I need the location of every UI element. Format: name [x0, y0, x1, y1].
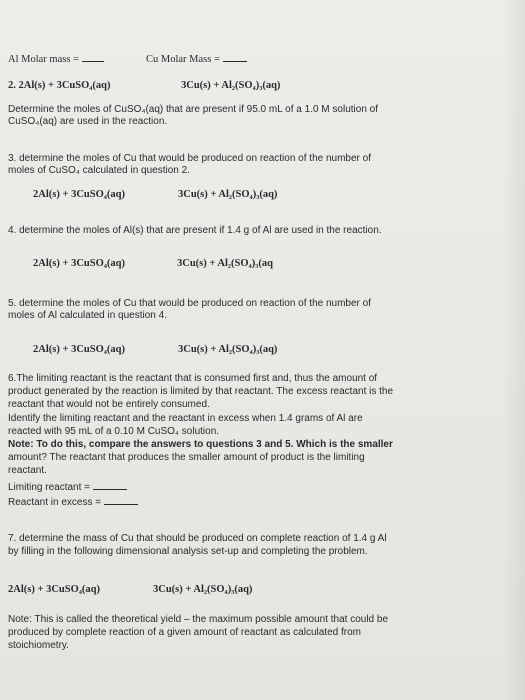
q2-equation-reactants: 2. 2Al(s) + 3CuSO₄(aq): [8, 80, 111, 91]
q6-text-line2: product generated by the reaction is limited by that reactant. The excess reactant is the: [8, 386, 394, 397]
q3-text-line1: 3. determine the moles of Cu that would be produced on reaction of the number of: [8, 153, 371, 164]
excess-reactant-label: [8, 495, 138, 509]
q7-note-line3: stoichiometry.: [8, 640, 69, 651]
limiting-reactant-label: [8, 480, 127, 494]
q7-text-line2: by filling in the following dimensional analysis set-up and completing the problem.: [8, 546, 368, 557]
q7-text-line1: 7. determine the mass of Cu that should be produced on complete reaction of 1.4 g Al: [8, 533, 387, 544]
al-molar-mass-blank[interactable]: [82, 52, 104, 62]
q6-text-line5: reacted with 95 mL of a 0.10 M CuSO₄ solution.: [8, 426, 220, 437]
q6-text-line4: Identify the limiting reactant and the reactant in excess when 1.4 grams of Al are: [8, 413, 363, 424]
q3-equation-products: 3Cu(s) + Al₂(SO₄)₃(aq): [178, 189, 278, 200]
q6-note-line3: reactant.: [8, 465, 47, 476]
al-molar-mass-label: [8, 52, 104, 65]
page-shadow: [503, 0, 525, 700]
q6-text-line3: reactant that would not be entirely consumed.: [8, 399, 210, 410]
q6-note-line1: Note: To do this, compare the answers to questions 3 and 5. Which is the smaller: [8, 439, 393, 450]
q2-text-line1: Determine the moles of CuSO₄(aq) that are present if 95.0 mL of a 1.0 M solution of: [8, 104, 379, 115]
cu-molar-mass-blank[interactable]: [223, 52, 247, 62]
excess-reactant-blank[interactable]: [104, 495, 138, 505]
q7-equation-reactants: 2Al(s) + 3CuSO₄(aq): [8, 584, 100, 595]
q6-text-line1: 6.The limiting reactant is the reactant that is consumed first and, thus the amount of: [8, 373, 378, 384]
limiting-reactant-text: Limiting reactant =: [8, 482, 90, 493]
excess-reactant-text: Reactant in excess =: [8, 497, 102, 508]
q5-text-line1: 5. determine the moles of Cu that would be produced on reaction of the number of: [8, 298, 371, 309]
q5-equation-reactants: 2Al(s) + 3CuSO₄(aq): [33, 344, 125, 355]
q3-text-line2: moles of CuSO₄ calculated in question 2.: [8, 165, 190, 176]
cu-molar-mass-text: Cu Molar Mass =: [146, 54, 220, 65]
al-molar-mass-text: Al Molar mass =: [8, 54, 79, 65]
q7-equation-products: 3Cu(s) + Al₂(SO₄)₃(aq): [153, 584, 253, 595]
q4-equation-reactants: 2Al(s) + 3CuSO₄(aq): [33, 258, 125, 269]
limiting-reactant-blank[interactable]: [93, 480, 127, 490]
q7-note-line2: produced by complete reaction of a given amount of reactant as calculated from: [8, 627, 361, 638]
q4-text-line1: 4. determine the moles of Al(s) that are present if 1.4 g of Al are used in the reaction.: [8, 225, 382, 236]
q3-equation-reactants: 2Al(s) + 3CuSO₄(aq): [33, 189, 125, 200]
q4-equation-products: 3Cu(s) + Al₂(SO₄)₃(aq: [177, 258, 273, 269]
q7-note-line1: Note: This is called the theoretical yield – the maximum possible amount that could be: [8, 614, 389, 625]
cu-molar-mass-label: [146, 52, 247, 65]
q6-note-line2: amount? The reactant that produces the smaller amount of product is the limiting: [8, 452, 365, 463]
q5-equation-products: 3Cu(s) + Al₂(SO₄)₃(aq): [178, 344, 278, 355]
q2-equation-products: 3Cu(s) + Al₂(SO₄)₃(aq): [181, 80, 281, 91]
q5-text-line2: moles of Al calculated in question 4.: [8, 310, 167, 321]
q2-text-line2: CuSO₄(aq) are used in the reaction.: [8, 116, 168, 127]
